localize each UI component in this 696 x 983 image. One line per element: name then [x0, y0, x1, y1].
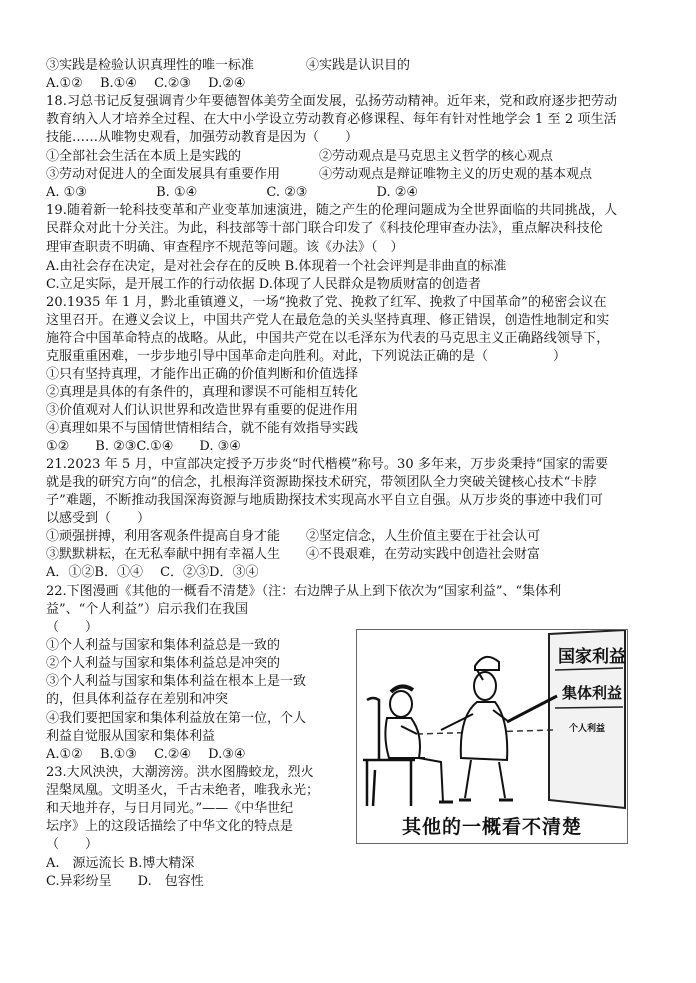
text-line: ③实践是检验认识真理性的唯一标准 ④实践是认识目的: [46, 58, 411, 73]
text-line: 教育纳入人才培养全过程、在大中小学设立劳动教育必修课程、每年有针对性地学会 1 至 2 项生活: [46, 112, 617, 127]
text-line: A.①② B.①③ C.②④ D.③④: [46, 747, 246, 762]
text-line: 技能……从唯物史观看，加强劳动教育是因为（ ）: [46, 130, 359, 145]
text-line: 和天地并存，与日月同光。”——《中华世纪: [46, 801, 294, 816]
question-23-stem: 23.大风泱泱，大潮滂滂。洪水图腾蛟龙，烈火: [46, 765, 314, 780]
text-line: ④我们要把国家和集体利益放在第一位，个人: [46, 711, 307, 726]
cartoon-caption: 其他的一概看不清楚: [401, 816, 582, 838]
text-line: 的，但具体利益存在差别和冲突: [46, 692, 229, 707]
text-line: C.立足实际，是开展工作的行动依据 D.体现了人民群众是物质财富的创造者: [46, 277, 481, 292]
text-line: ③劳动对促进人的全面发展具有重要作用 ④劳动观点是辩证唯物主义的历史观的基本观点: [46, 167, 593, 182]
text-line: ③默默耕耘，在无私奉献中拥有幸福人生 ④不畏艰难，在劳动实践中创造社会财富: [46, 547, 541, 562]
text-line: 民群众对此十分关注。为此，科技部等十部门联合印发了《科技伦理审查办法》，重点解决科技伦: [46, 221, 603, 236]
text-line: 涅槃凤凰。文明圣火，千古未绝者，唯我永光；: [46, 783, 320, 798]
text-line: （ ）: [46, 837, 99, 852]
text-line: A. 源远流长 B.博大精深: [46, 856, 195, 871]
text-line: A.由社会存在决定，是对社会存在的反映 B.体现着一个社会评判是非曲直的标准: [46, 259, 507, 274]
sign-collective-interest: 集体利益: [562, 684, 623, 702]
text-line: A. ①③ B. ①④ C. ②③ D. ②④: [46, 185, 419, 200]
text-line: 以感受到（ ）: [46, 511, 151, 526]
text-line: C.异彩纷呈 D. 包容性: [46, 874, 204, 889]
text-line: 子”难题，不断推动我国深海资源与地质勘探技术实现高水平自立自强。从万步炎的事迹中我们可: [46, 493, 603, 508]
text-line: ②个人利益与国家和集体利益总是冲突的: [46, 656, 281, 671]
text-line: A．①②B．①④ C．②③D．③④: [46, 565, 259, 580]
cartoon-drawing: [357, 630, 627, 810]
question-22-stem: 22.下图漫画《其他的一概看不清楚》（注：右边牌子从上到下依次为“国家利益”、“集体利: [46, 584, 562, 599]
text-line: ②真理是具体的有条件的，真理和谬误不可能相互转化: [46, 385, 359, 400]
text-line: ③价值观对人们认识世界和改造世界有重要的促进作用: [46, 403, 359, 418]
question-18-stem: 18.习总书记反复强调青少年要德智体美劳全面发展，弘扬劳动精神。近年来，党和政府逐步把劳动: [46, 94, 618, 109]
sign-personal-interest: 个人利益: [569, 724, 606, 734]
text-line: ①个人利益与国家和集体利益总是一致的: [46, 638, 281, 653]
question-20-stem: 20.1935 年 1 月，黔北重镇遵义，一场“挽救了党、挽救了红军、挽救了中国革命”的秘密会议在: [46, 295, 607, 310]
text-line: 益”、“个人利益”）启示我们在我国: [46, 602, 248, 617]
text-line: 理审查职责不明确、审查程序不规范等问题。该《办法》（ ）: [46, 240, 404, 255]
text-line: 克服重重困难，一步步地引导中国革命走向胜利。对此，下列说法正确的是（ ）: [46, 349, 567, 364]
sign-national-interest: 国家利益: [558, 647, 626, 667]
doctor-figure: [441, 657, 513, 800]
cartoon-illustration: [356, 629, 628, 844]
text-line: 施符合中国革命特点的战略。从此，中国共产党在以毛泽东为代表的马克思主义正确路线领导下，: [46, 331, 610, 346]
text-line: A.①② B.①④ C.②③ D.②④: [46, 76, 246, 91]
text-line: ④真理如果不与国情世情相结合，就不能有效指导实践: [46, 421, 359, 436]
question-21-stem: 21.2023 年 5 月，中宣部决定授予万步炎“时代楷模”称号。30 多年来，万步炎秉持“国家的需要: [46, 457, 609, 472]
text-line: （ ）: [46, 620, 99, 635]
text-line: 坛序》上的这段话描绘了中华文化的特点是: [46, 819, 294, 834]
text-line: ③个人利益与国家和集体利益在根本上是一致: [46, 674, 307, 689]
text-line: 这里召开。在遵义会议上，中国共产党人在最危急的关头坚持真理、修正错误，创造性地制定和实: [46, 313, 610, 328]
seated-person: [385, 686, 453, 802]
question-19-stem: 19.随着新一轮科技变革和产业变革加速演进，随之产生的伦理问题成为全世界面临的共同挑战，人: [46, 203, 618, 218]
text-line: 利益自觉服从国家和集体利益: [46, 729, 216, 744]
text-line: ①只有坚持真理，才能作出正确的价值判断和价值选择: [46, 367, 359, 382]
text-line: ①全部社会生活在本质上是实践的 ②劳动观点是马克思主义哲学的核心观点: [46, 149, 554, 164]
text-line: ①② B. ②③C.①④ D. ③④: [46, 439, 241, 454]
text-line: 就是我的研究方向”的信念，扎根海洋资源勘探技术研究，带领团队全力突破关键核心技术“卡脖: [46, 475, 597, 490]
text-line: ①顽强拼搏，利用客观条件提高自身才能 ②坚定信念，人生价值主要在于社会认可: [46, 529, 541, 544]
